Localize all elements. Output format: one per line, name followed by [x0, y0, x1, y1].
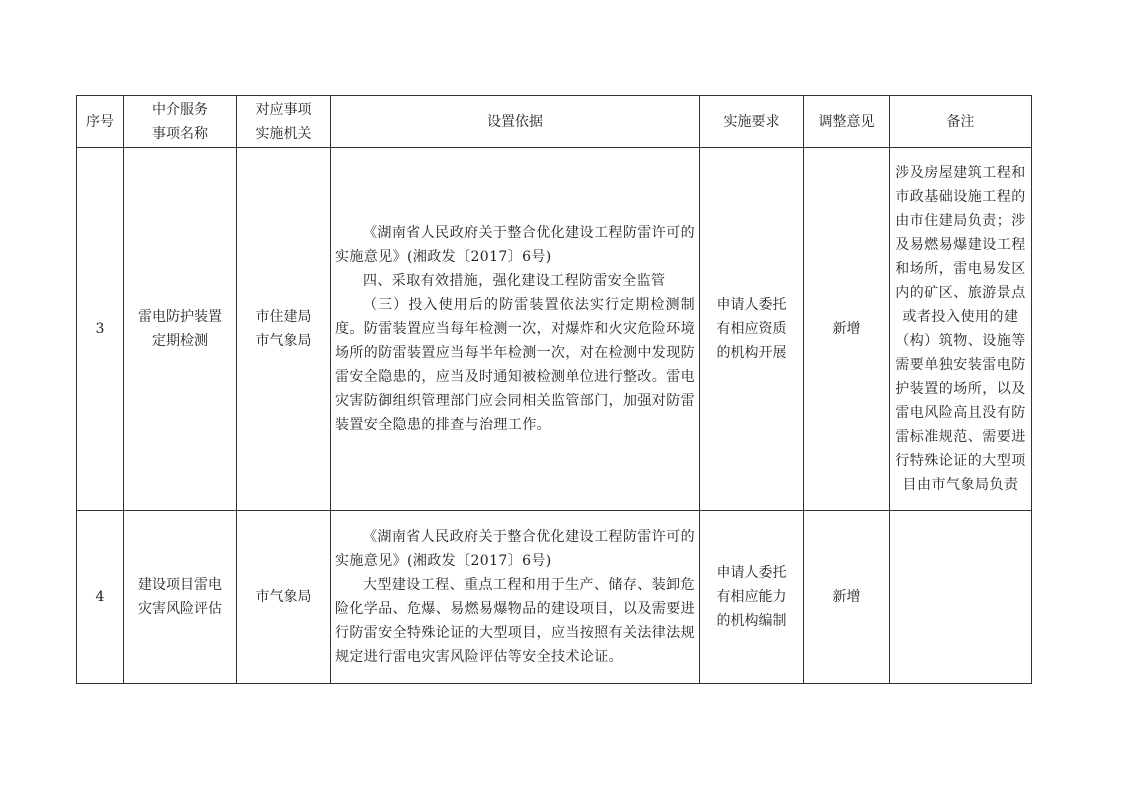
basis-paragraph: 四、采取有效措施，强化建设工程防雷安全监管: [363, 273, 666, 289]
requirement-line3: 的机构开展: [716, 345, 787, 361]
row-opinion: 新增: [804, 511, 890, 684]
requirement-line1: 申请人委托: [716, 297, 787, 313]
requirement-line2: 有相应资质: [716, 321, 787, 337]
row-basis: [331, 148, 700, 511]
row-no: 3: [77, 148, 124, 511]
row-remark: [890, 511, 1032, 684]
row-item-name: [124, 511, 237, 684]
row-org: [237, 148, 331, 511]
requirement-line3: 的机构编制: [716, 613, 787, 629]
basis-paragraph: 大型建设工程、重点工程和用于生产、储存、装卸危险化学品、危爆、易燃易爆物品的建设项目，以及需要进行防雷安全特殊论证的大型项目，应当按照有关法律法规规定进行雷电灾害风险评估等安全技术论证。: [335, 577, 695, 665]
basis-paragraph: 《湖南省人民政府关于整合优化建设工程防雷许可的实施意见》(湘政发〔2017〕6号): [335, 529, 695, 569]
row-remark: 涉及房屋建筑工程和市政基础设施工程的由市住建局负责；涉及易燃易爆建设工程和场所，雷电易发区内的矿区、旅游景点或者投入使用的建（构）筑物、设施等需要单独安装雷电防护装置的场所，以及雷电风险高且没有防雷标准规范、需要进行特殊论证的大型项目由市气象局负责: [890, 148, 1032, 511]
requirement-line2: 有相应能力: [716, 589, 787, 605]
item-name-line2: 灾害风险评估: [138, 601, 222, 617]
header-no: 序号: [77, 96, 124, 148]
header-row: [77, 96, 1032, 148]
items-table: [76, 95, 1032, 684]
basis-paragraph: 《湖南省人民政府关于整合优化建设工程防雷许可的实施意见》(湘政发〔2017〕6号): [335, 225, 695, 265]
org-line1: 市住建局: [255, 309, 312, 325]
header-item-line1: 中介服务: [152, 101, 208, 118]
row-requirement: [700, 511, 804, 684]
header-basis: 设置依据: [331, 96, 700, 148]
item-name-line1: 建设项目雷电: [138, 577, 222, 593]
item-name-line2: 定期检测: [152, 333, 208, 349]
header-item-name: [124, 96, 237, 148]
header-org-line2: 实施机关: [255, 125, 312, 142]
header-opinion: 调整意见: [804, 96, 890, 148]
row-no: 4: [77, 511, 124, 684]
header-org: [237, 96, 331, 148]
row-opinion: 新增: [804, 148, 890, 511]
header-remark: 备注: [890, 96, 1032, 148]
requirement-line1: 申请人委托: [716, 565, 787, 581]
table-row: [77, 511, 1032, 684]
header-org-line1: 对应事项: [255, 101, 312, 118]
row-org: 市气象局: [237, 511, 331, 684]
header-item-line2: 事项名称: [152, 125, 208, 142]
row-basis: [331, 511, 700, 684]
basis-paragraph: （三）投入使用后的防雷装置依法实行定期检测制度。防雷装置应当每年检测一次，对爆炸和火灾危险环境场所的防雷装置应当每半年检测一次，对在检测中发现防雷安全隐患的，应当及时通知被检测单位进行整改。雷电灾害防御组织管理部门应会同相关监管部门，加强对防雷装置安全隐患的排查与治理工作。: [335, 297, 695, 433]
header-requirement: 实施要求: [700, 96, 804, 148]
row-requirement: [700, 148, 804, 511]
table-row: [77, 148, 1032, 511]
org-line2: 市气象局: [255, 333, 312, 349]
item-name-line1: 雷电防护装置: [138, 309, 222, 325]
row-item-name: [124, 148, 237, 511]
